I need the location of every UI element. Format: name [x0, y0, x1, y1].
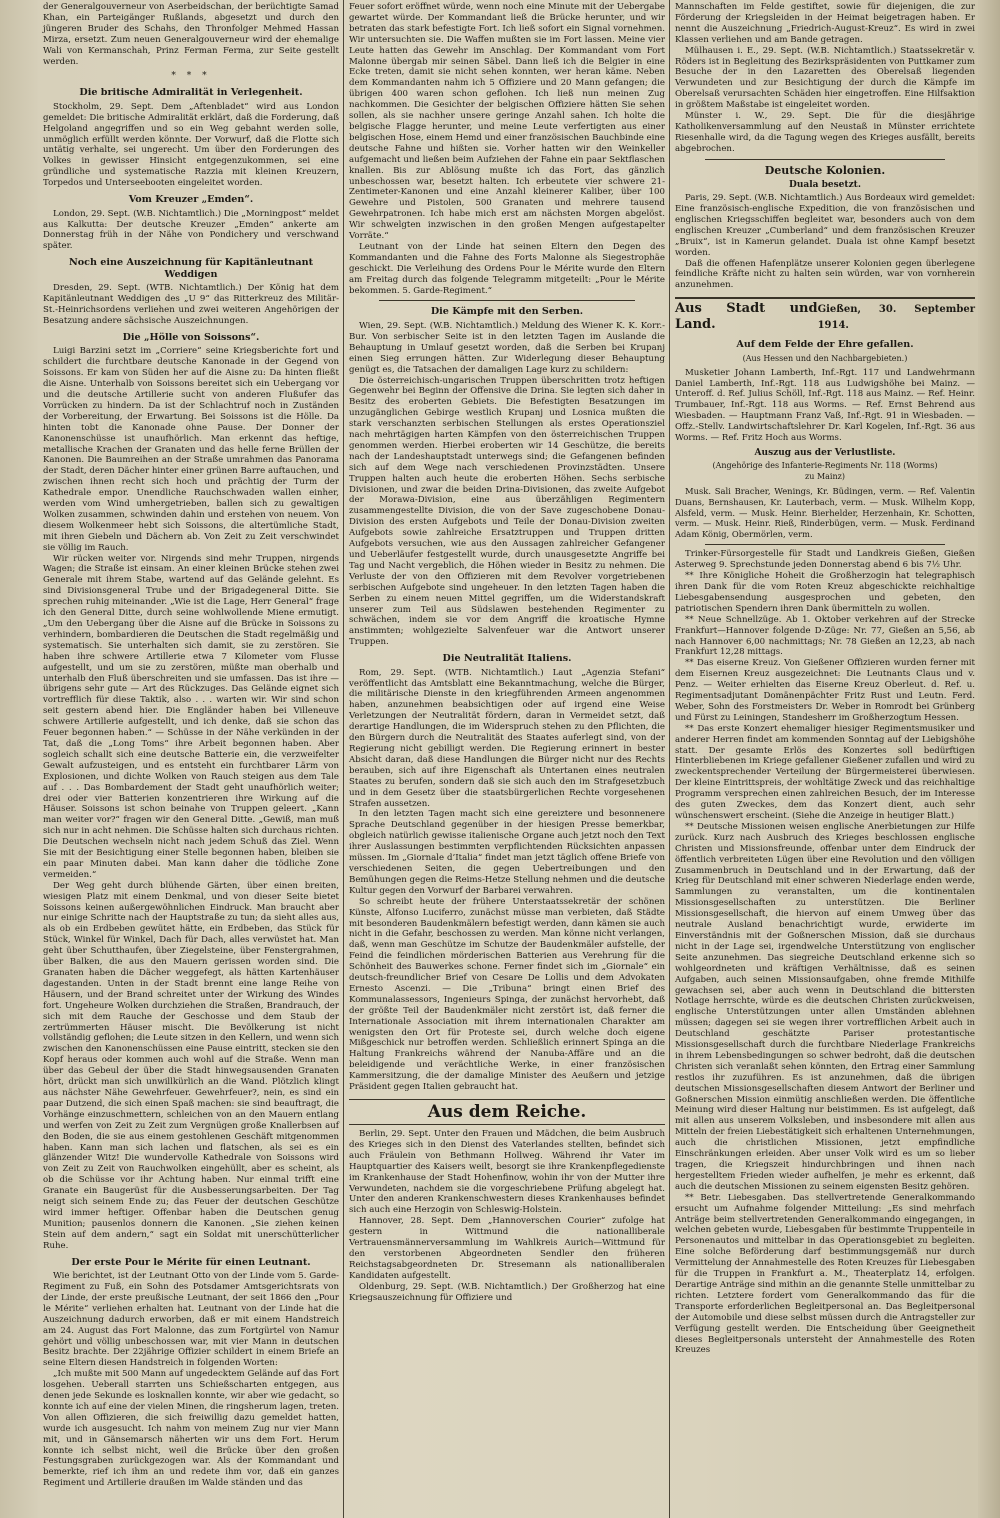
article-text: Wien, 29. Sept. (W.B. Nichtamtlich.) Meldung des Wiener K. K. Korr.-Bur. Von serbischer Seite ist in den letzten Tagen im Auslande die Behauptung in Umlauf gesetzt worden, daß die Serben bei Krupanj einen Sieg errungen hätten. Zur Widerlegung dieser Behauptung genügt es, die Tatsachen der damaligen Lage kurz zu schildern:	[349, 320, 665, 375]
article-text: Rom, 29. Sept. (WTB. Nichtamtlich.) Laut „Agenzia Stefani“ veröffentlicht das Amtsblatt eine Bekanntmachung, welche die Bürger, die militärische Dienste in den kriegführenden Armeen angenommen haben, anzunehmen beabsichtigen oder auf irgend eine Weise Verletzungen der Neutralität fördern, daran in Vermeidet setzt, daß derartige Handlungen, die im Widerspruch stehen zu den Pflichten, die den Bürgern durch die Neutralität des Staates auferlegt sind, von der Regierung nicht gebilligt werden. Die Regierung erinnert in bester Absicht daran, daß diese Handlungen die Bürger nicht nur des Rechts berauben, sich auf ihre Eigenschaft als Untertanen eines neutralen Staates zu berufen, sondern daß sie sich auch den im Strafgesetzbuch und in dem Gesetz über die staatsbürgerlichen Rechte vorgesehenen Strafen aussetzen.	[349, 667, 665, 809]
section-aus-stadt-und-land	[675, 297, 975, 334]
article-text: „Ich mußte mit 500 Mann auf ungedecktem Gelände auf das Fort losgehen. Ueberall starrten uns Schießscharten entgegen, aus denen jede Sekunde es losknallen konnte, wir aber wie gedacht, so konnte ich auf eine der vielen Minen, die ringsherum lagen, treten. Von allen Offizieren, die sich freiwillig dazu gemeldet hatten, wurde ich ausgesucht. Ich nahm von meinem Zug nur vier Mann mit, und in Gänsemarsch näherten wir uns dem Fort. Herum konnte ich selbst nicht, weil die Brücke über den großen Festungsgraben zurückgezogen war. Als der Kommandant und bemerkte, rief ich ihm an und redete ihm vor, daß ein ganzes Regiment und Artillerie draußen im Walde ständen und das	[43, 1369, 339, 1489]
column-3	[672, 0, 978, 1518]
divider	[705, 544, 945, 545]
column-rule-1	[343, 0, 344, 1518]
article-text: Wir rücken weiter vor. Nirgends sind mehr Truppen, nirgends Wagen; die Straße ist einsam. An einer kleinen Brücke stehen zwei Generale mit ihrem Stabe, wartend auf das Gelände gelehnt. Es sind Divisionsgeneral Trube und der Brigadegeneral Ditte. Sie sprechen ruhig miteinander. „Wie ist die Lage, Herr General“ frage ich den General Ditte, durch seine wohlwollende Miene ermutigt. „Um den Uebergang über die Aisne auf die Brücke in Soissons zu verhindern, bombardieren die Deutschen die Stadt regelmäßig und systematisch. Sie unterhalten sich damit, sie zu zerstören. Sie haben ihre schwere Artillerie etwa 7 Kilometer vom Flusse aufgestellt, und um sie zu zerstören, müßte man oberhalb und unterhalb den Fluß überschreiten und sie umfassen. Das ist ihre — übrigens sehr gute — Art des Rückzuges. Das Gelände eignet sich vortrefflich für diese Taktik, also . . . warten wir. Wir sind schon seit gestern abend hier. Die Engländer haben bei Villeneuve schwere Artillerie aufgestellt, und ich denke, daß sie schon das Feuer begonnen haben.“ — Schüsse in der Nähe verkünden in der Tat, daß die „Long Toms“ ihre Arbeit begonnen haben. Aber sogleich schallt sich eine deutsche Batterie ein, die verzweifelter Gewalt aufzusteigen, und es entsteht ein furchtbarer Lärm von Explosionen, und dichte Wolken von Rauch steigen aus dem Tale auf . . . Das Bombardement der Stadt geht unaufhörlich weiter; drei oder vier Batterien konzentrieren ihre Wirkung auf die Häuser. Soissons ist schon beinahe von Truppen geleert. „Kann man weiter vor?“ fragen wir den General Ditte. „Gewiß, man muß sich nur in acht nehmen. Die Schüsse halten sich durchaus richten. Die Deutschen wechseln nicht nach jedem Schuß das Ziel. Wenn Sie mit der Besichtigung einer Stelle begonnen haben, bleiben sie ein paar Minuten dabei. Man kann daher die tödliche Zone vermeiden.“	[43, 553, 339, 880]
article-text: Musketier Johann Lamberth, Inf.-Rgt. 117 und Landwehrmann Daniel Lamberth, Inf.-Rgt. 118 aus Ludwigshöhe bei Mainz. — Unteroff. d. Ref. Julius Schöll, Inf.-Rgt. 118 aus Mainz. — Ref. Heinr. Trumbauer, Inf.-Rgt. 118 aus Worms. — Ref. Ernst Behrend aus Wiesbaden. — Hauptmann Franz Vaß, Inf.-Rgt. 91 in Wiesbaden. — Offz.-Stellv. Landwirtschaftslehrer Dr. Karl Kogelen, Inf.-Rgt. 36 aus Worms. — Ref. Fritz Hoch aus Worms.	[675, 367, 975, 444]
article-text: Stockholm, 29. Sept. Dem „Aftenbladet“ wird aus London gemeldet: Die britische Admiralität erklärt, daß die Forderung, daß Helgoland angegriffen und so ein Weg gebahnt werden solle, unmöglich erfüllt werden könnte. Der Vorwurf, daß die Flotte sich untätig verhalte, sei ungerecht. Um über den Forderungen des Volkes in gewisser Hinsicht entgegenzukommen, sei eine gründliche und systematische Razzia mit kleinen Kreuzern, Torpedos und Unterseebooten eingeleitet worden.	[43, 101, 339, 189]
article-text: ** Deutsche Missionen weisen englische Anerbietungen zur Hilfe zurück. Kurz nach Ausbruch des Krieges beschlossen englische Christen und Missionsfreunde, offenbar unter dem Eindruck der öffentlich verbreiteten Lügen über eine Revolution und den völligen Zusammenbruch in Deutschland und in der Erwartung, daß der Krieg für Deutschland mit einer schweren Niederlage enden werde, Sammlungen zu veranstalten, um die kontinentalen Missionsgesellschaften zu unterstützen. Die Berliner Missionsgesellschaft, die hiervon auf einem Umweg über das neutrale Ausland benachrichtigt wurde, erwiderte im Einverständnis mit der Goßnerschen Mission, daß sie durchaus nicht in der Lage sei, irgendwelche Unterstützung von englischer Seite anzunehmen. Das siegreiche Deutschland erkenne sich so wohlgeordneten und kräftigen Verhältnisse, daß es seinen Aufgaben, auch seinen Missionsaufgaben, ohne fremde Mithilfe gewachsen sei, aber auch wenn in Deutschland die bittersten Notlage herrschte, würde es die deutschen Christen zurückweisen, englische Unterstützungen unter allen Umständen ablehnen müssen; dagegen sei sie wegen ihrer vortrefflichen Arbeit auch in Deutschland geschätzte Pariser protestantische Missionsgesellschaft durch die furchtbare Niederlage Frankreichs in ihrem Lebensbedingungen so schwer bedroht, daß die deutschen Christen sich veranlaßt sehen könnten, den Ertrag einer Sammlung restlos ihr zuzuführen. Es ist anzunehmen, daß die übrigen deutschen Missionsgesellschaften diesem Antwort der Berliner und Goßnerschen Mission einmütig anschließen werden. Die öffentliche Meinung wird dieser Haltung nur beistimmen. Es ist aufgelegt, daß mit allen aus unserem Volksleben, und insbesondere mit allen aus Mitteln der freien Liebestätigkeit sich erhaltenen Unternehmungen, auch die christlichen Missionen, jetzt empfindliche Einschränkungen erleiden. Aber unser Volk wird es um so lieber tragen, die Kriegszeit hindurchbringen und ihnen nach hergestelltem Frieden wieder aufhelfen, je mehr es erkennt, daß auch die deutschen Missionen zu seinem eigensten Besitz gehören.	[675, 821, 975, 1192]
subheadline: (Angehörige des Infanterie-Regiments Nr. 118 (Worms)	[712, 460, 938, 470]
headline-serben: Die Kämpfe mit den Serben.	[430, 306, 584, 318]
headline-pour-le-merite: Der erste Pour le Mérite für einen Leutnant.	[71, 1256, 311, 1268]
article-text: ** Das erste Konzert ehemaliger hiesiger Regimentsmusiker und anderer Herren findet am kommenden Sonntag auf der Liebigshöhe statt. Der gesamte Erlös des Konzertes soll bedürftigen Hinterbliebenen im Kriege gefallener Gießener zufallen und wird zu zweckentsprechender Verteilung der Bürgermeisterei überwiesen. Der kleine Eintrittspreis, der wohltätige Zweck und das reichhaltige Programm versprechen einen zahlreichen Besuch, der im Interesse des guten Zweckes, dem das Konzert dient, auch sehr wünschenswert erscheint. (Siehe die Anzeige in heutiger Blatt.)	[675, 723, 975, 821]
page-left-margin	[0, 0, 38, 1518]
headline-admiralitaet: Die britische Admiralität in Verlegenheit.	[79, 87, 303, 99]
divider	[705, 159, 945, 160]
column-1	[40, 0, 342, 1518]
headline-italien: Die Neutralität Italiens.	[442, 653, 572, 665]
article-text: London, 29. Sept. (W.B. Nichtamtlich.) Die „Morningpost“ meldet aus Kalkutta: Der deutsche Kreuzer „Emden“ ankerte am Donnerstag früh in der Nähe von Pondichery und verschwand später.	[43, 208, 339, 252]
article-text: ** Das eiserne Kreuz. Von Gießener Offizieren wurden ferner mit dem Eisernen Kreuz ausgezeichnet: Die Leutnants Claus und v. Penz. — Weiter erhielten das Eiserne Kreuz Oberleut. d. Ref. u. Regimentsadjutant Domänenpächter Fritz Rust und Leutn. Ferd. Weber, Sohn des Forstmeisters Dr. Weber in Romrodt bei Grünberg und Fürst zu Leiningen, Standesherr im Großherzogtum Hessen.	[675, 658, 975, 723]
page-right-edge	[978, 0, 1000, 1518]
article-text: Mülhausen i. E., 29. Sept. (W.B. Nichtamtlich.) Staatssekretär v. Röders ist in Begleitung des Bezirkspräsidenten von Puttkamer zum Besuche der in den Lazaretten des Oberelsaß liegenden Verwundeten und zur Besichtigung der durch die Kämpfe im Oberelsaß verursachten Schäden hier eingetroffen. Eine Hilfsaktion in größtem Maßstabe ist eingeleitet worden.	[675, 45, 975, 111]
article-text: Trinker-Fürsorgestelle für Stadt und Landkreis Gießen, Gießen Asterweg 9. Sprechstunde jeden Donnerstag abend 6 bis 7½ Uhr.	[675, 549, 975, 571]
article-text: Die österreichisch-ungarischen Truppen überschritten trotz heftigen Gegenwehr bei Beginn der Offensive die Drina. Sie legten sich daher in Besitz des eroberten Gebiets. Die Befestigten Besatzungen im unzugänglichen Gebirge westlich Krupanj und Losnica mußten die stark verschanzten serbischen Stellungen als erstes Operationsziel nach mehrtägigen harten Kämpfen von den österreichischen Truppen genommen werden. Hierbei eroberten wir 14 Geschütze, die bereits nach der Landeshauptstadt unterwegs sind; die Gefangenen befinden sich auf dem Wege nach verschiedenen Provinzstädten. Unsere Truppen halten auch heute die eroberten Höhen. Sechs serbische Divisionen, und zwar die beiden Drina-Divisionen, das zweite Aufgebot der Morawa-Division, eine aus überzähligen Regimentern zusammengestellte Division, die von der Save zugeschobene Donau-Division des ersten Aufgebots und Teile der Donau-Division zweiten Aufgebots sowie zahlreiche Ersatztruppen und Truppen dritten Aufgebots versuchen, wie aus den Aussagen zahlreicher Gefangener und Ueberläufer festgestellt wurde, durch unausgesetzte Angriffe bei Tag und Nacht vergeblich, die Höhen wieder in Besitz zu nehmen. Die Verluste der von den Offizieren mit dem Revolver vorgetriebenen serbischen Aufgebote sind ungeheuer. In den letzten Tagen haben die Serben zu einem neuen Mittel gegriffen, um die Widerstandskraft unserer zum Teil aus Südslawen bestehenden Regimenter zu schwächen, indem sie vor dem Angriff die kroatische Hymne anstimmten; wohlgezielte Salvenfeuer war die Antwort unserer Truppen.	[349, 375, 665, 648]
article-text: Münster i. W., 29. Sept. Die für die diesjährige Katholikenversammlung auf den Neustaß in Münster errichtete Riesenhalle wird, da die Tagung wegen des Krieges ausfällt, bereits abgebrochen.	[675, 111, 975, 154]
article-text: So schreibt heute der frühere Unterstaatssekretär der schönen Künste, Alfonso Luciferro, zunächst müsse man verbieten, daß Städte mit besonderen Baudenkmälern befestigt werden, dann kämen sie auch nicht in die Gefahr, beschossen zu werden. Man könne nicht verlangen, daß, wenn man Geschütze im Schutze der Baudenkmäler aufstelle, der Feind die feindlichen mörderischen Batterien aus Verehrung für die Schönheit des Bauwerkes schone. Ferner findet sich im „Giornale“ ein deutsch-freundlicher Brief von Cesare De Lollis und dem Advokaten Ernesto Ascenzi. — Die „Tribuna“ bringt einen Brief des Kommunalassessors, Ingenieurs Spinga, der zunächst hervorhebt, daß der größte Teil der Baudenkmäler nicht zerstört ist, daß ferner die Internationale Association mit ihrem internationalen Charakter am wenigsten den Ort für Proteste sei, durch welche doch eigene Mißgeschick nur betroffen werden. Schließlich erinnert Spinga an die Haltung Frankreichs während der Nanuba-Affäre und an die beleidigende und verächtliche Werke, in einer französischen Kammersitzung, die der damalige Minister des Aeußern und jetzige Präsident gegen Italien gebraucht hat.	[349, 896, 665, 1093]
headline-duala: Duala besetzt.	[789, 180, 861, 191]
article-text: Paris, 29. Sept. (W.B. Nichtamtlich.) Aus Bordeaux wird gemeldet: Eine französisch-englische Expedition, die von französischen und englischen Kriegsschiffen begleitet war, besonders auch von dem englischen Kreuzer „Cumberland“ und dem französischen Kreuzer „Bruix“, ist in Kamerun gelandet. Duala ist ohne Kampf besetzt worden.	[675, 193, 975, 258]
article-text: Luigi Barzini setzt im „Corriere“ seine Kriegsberichte fort und schildert die furchtbare deutsche Kanonade in der Gegend von Soissons. Er kam von Süden her auf die Aisne zu: Da hinten fließt die Aisne. Unterhalb von Soissons bereitet sich ein Uebergang vor und die deutsche Artillerie sucht von anderen Flußufer das Vorrücken zu hindern. Da ist der Schlachtruf noch in Zuständen der Vorbereitung, der Erwartung. Bei Soissons ist die Hölle. Da hinten tobt die Kanonade ohne Pause. Der Donner der Kanonenschüsse ist unaufhörlich. Man erkennt das heftige, metallische Krachen der Granaten und das helle ferne Brüllen der Kanonen. Die Baumreihen an der Straße umrahmen das Panorama der Stadt, deren Dächer hinter einer grünen Barre auftauchen, und zwischen ihnen recht sich hoch und prächtig der Turm der Kathedrale empor. Unendliche Rauchschwaden wallen einher, werden vom Wind umhergetrieben, ballen sich zu gewaltigen Wolken zusammen, schwinden dahin und erstehen von neuem. Von diesem Wolkenmeer hebt sich Soissons, die altertümliche Stadt, mit ihren Giebeln und Dächern ab. Von Zeit zu Zeit verschwindet sie völlig im Rauch.	[43, 346, 339, 553]
article-text: Berlin, 29. Sept. Unter den Frauen und Mädchen, die beim Ausbruch des Krieges sich in den Dienst des Vaterlandes stellten, befindet sich auch Fräulein von Bethmann Hollweg. Während ihr Vater im Hauptquartier des Kaisers weilt, besorgt sie ihre Krankenpflegedienste im Krankenhause der Stadt Hohenfinow, wohin ihr von der Mutter ihre Verwundeten, nachdem sie die vorgeschriebene Prüfung abgelegt hat. Unter den anderen Krankenschwestern dieses Krankenhauses befindet sich auch eine Herzogin von Schleswig-Holstein.	[349, 1129, 665, 1216]
article-text: ** Betr. Liebesgaben. Das stellvertretende Generalkommando ersucht um Aufnahme folgender Mitteilung: „Es sind mehrfach Anträge beim stellvertretenden Generalkommando eingegangen, in welchen gebeten wurde, Liebesgaben für bestimmte Truppenteile in Personenautos und mittelbar in das Operationsgebiet zu begleiten. Eine solche Beförderung darf bestimmungsgemäß nur durch Vermittelung der Annahmestelle des Roten Kreuzes für Liebesgaben für die Truppen in Frankfurt a. M., Theaterplatz 14, erfolgen. Derartige Anträge sind mithin an die genannte Stelle unmittelbar zu richten. Letztere fordert vom Generalkommando das für die Transporte erforderlichen Begleitpersonal an. Das Begleitpersonal der Automobile und diese selbst müssen durch die Antragsteller zur Verfügung gestellt werden. Die Entscheidung über Geeignetheit dieses Begleitpersonals untersteht der Annahmestelle des Roten Kreuzes	[675, 1192, 975, 1356]
list-item: Musk. Sali Bracher, Wenings, Kr. Büdingen, verm. — Ref. Valentin Duans, Bernshausen, Kr. Lauterbach, verm. — Musk. Wilhelm Kopp, Alsfeld, verm. — Musk. Heinr. Bierhelder, Herzenhain, Kr. Schotten, verm. — Musk. Heinr. Rieß, Rinderbügen, verm. — Musk. Ferdinand Adam König, Obermörlen, verm.	[675, 485, 975, 540]
separator-stars: * * *	[171, 71, 211, 82]
article-text: Der Weg geht durch blühende Gärten, über einen breiten, wiesigen Platz mit einem Denkmal, und von dieser Seite bietet Soissons keinen außergewöhnlichen Eindruck. Man braucht aber nur einige Schritte nach der Hauptstraße zu tun; da sieht alles aus, als ob ein Erdbeben gewütet hätte, ein Erdbeben, das Stück für Stück, Winkel für Winkel, Dach für Dach, alles verwüstet hat. Man geht über Schutthaufen, über Ziegelsteine, über Fenstergrahmen, über Balken, die aus den Mauern gerissen worden sind. Die Granaten haben die Dächer weggefegt, als hätten Kartenhäuser dagestanden. Unten in der Stadt brennt eine lange Reihe von Häusern, und der Brand schreitet unter der Wirkung des Windes fort. Ungeheure Wolken durchziehen die Straßen, Brandrauch, der sich mit dem Rauche der Geschosse und dem Staub der zertrümmerten Häuser mischt. Die Bevölkerung ist nicht vollständig geflohen; die Leute sitzen in den Kellern, und wenn sich zwischen den Kanonenschüssen eine Pause eintritt, stecken sie den Kopf heraus oder kommen auch wohl auf die Straße. Wenn man über das Gebeul der über die Stadt hinwegsausenden Granaten hört, drückt man sich unwillkürlich an die Wand. Plötzlich klingt aus nächster Nähe Gewehrfeuer. Gewehrfeuer?, nein, es sind ein paar Dutzend, die sich einen Spaß machen: sie sind beauftragt, die Vorhänge einzuschmettern, schleichen von an den Mauern entlang und werfen von Zeit zu Zeit zum Vergnügen große Knallerbsen auf den Boden, die sie aus einem gestohlenen Geschäft mitgenommen haben. Kann man sich lachen und flatschen, als sei es ein glänzender Witz! Die wundervolle Kathedrale von Soissons wird von Zeit zu Zeit von Rauchwolken eingehüllt, aber es scheint, als ob die Schüsse vor ihr Achtung haben. Nur einmal trifft eine Granate ein Baugerüst für die Ausbesserungsarbeiten. Der Tag neigt sich seinem Ende zu; das Feuer der deutschen Geschütze wird immer heftiger. Offenbar haben die Deutschen genug Munition; pausenlos donnern die Kanonen. „Sie ziehen keinen Stein auf dem andern,“ sagt ein Soldat mit unerschütterlicher Ruhe.	[43, 880, 339, 1251]
column-2	[346, 0, 668, 1518]
article-text: Hannover, 28. Sept. Dem „Hannoverschen Courier“ zufolge hat gestern in Wittmund die nationalliberale Vertrauensmännerversammlung im Wahlkreis Aurich—Wittmund für den verstorbenen Abgeordneten Sendler den früheren Reichstagsabgeordneten Dr. Stresemann als nationalliberalen Kandidaten aufgestellt.	[349, 1216, 665, 1281]
section-aus-dem-reiche: Aus dem Reiche.	[349, 1099, 665, 1125]
dateline: Gießen, 30. September 1914.	[817, 304, 975, 332]
headline-verlustliste: Auszug aus der Verlustliste.	[754, 448, 896, 458]
section-deutsche-kolonien: Deutsche Kolonien.	[764, 163, 886, 177]
headline-weddigen: Noch eine Auszeichnung für Kapitänleutnant Weddigen	[68, 257, 314, 280]
subheadline: (Aus Hessen und den Nachbargebieten.)	[742, 353, 908, 363]
headline-soissons: Die „Hölle von Soissons“.	[122, 331, 260, 343]
article-text: Dresden, 29. Sept. (WTB. Nichtamtlich.) Der König hat dem Kapitänleutnant Weddigen des „U 9“ das Ritterkreuz des Militär-St.-Heinrichsordens verliehen und zwei weiteren Angehörigen der Besatzung andere sächsische Auszeichnungen.	[43, 283, 339, 326]
article-text: Leutnant von der Linde hat seinen Eltern den Degen des Kommandanten und die Fahne des Forts Malonne als Siegestrophäe geschickt. Die Verleihung des Ordens Pour le Mérite wurde den Eltern am Freitag durch das folgende Telegramm mitgeteilt: „Pour le Mérite bekommen. 5. Garde-Regiment.“	[349, 241, 665, 296]
subheadline: zu Mainz)	[805, 471, 845, 481]
article-text: Feuer sofort eröffnet würde, wenn noch eine Minute mit der Uebergabe gewartet würde. Der Kommandant ließ die Brücke herunter, und wir betraten das stark befestigte Fort. Ich ließ sofort ein Signal vornehmen. Wir untersuchten sie. Die Waffen mußten sie im Fort lassen. Meine vier Leute hatten das Gewehr im Anschlag. Der Kommandant vom Fort Malonne übergab mir seinen Säbel. Dann ließ ich die Belgier in eine Ecke treten, damit sie nicht sehen konnten, wer heran käme. Neben dem Kommandanten nahm ich 5 Offiziere und 20 Mann gefangen; die übrigen 400 waren schon geflohen. Ich ließ nun meinen Zug nachkommen. Die Gesichter der belgischen Offiziere hätten Sie sehen sollen, als sie nachher unsere geringe Anzahl sahen. Ich holte die belgische Flagge herunter, und meine Leute verfertigten aus einer belgischen Hose, einem Hemd und einer französischen Bauchbinde eine deutsche Fahne und hißten sie. Vorher hatten wir den Weinkeller aufgemacht und ließen beim Aufziehen der Fahne ein paar Sektflaschen knallen. Bis zur Ablösung mußte ich das Fort, das gänzlich unbeschossen war, besetzt halten. Ich erbeutete vier schwere 21-Zentimeter-Kanonen und eine Anzahl kleinerer Kaliber, über 100 Gewehre und Pistolen, 500 Granaten und mehrere tausend Gewehrpatronen. Ich habe mich erst am nächsten Morgen abgelöst. Wir schwelgten inzwischen in den großen Mengen aufgestapelter Vorräte.“	[349, 2, 666, 242]
section-title: Aus Stadt und Land.	[675, 301, 818, 333]
article-text: In den letzten Tagen macht sich eine gereiztere und besonnenere Sprache Deutschland gegenüber in der hiesigen Presse bemerkbar, obgleich natürlich gewisse italienische Organe auch jetzt noch den Text ihrer Auslassungen bestimmten verpflichtenden Rücksichten anpassen müssen. Im „Giornale d’Italia“ findet man jetzt täglich offene Briefe von verschiedenen Seiten, die gegen Uebertreibungen und den Bemühungen gegen die Reims-Hetze Stellung nehmen und die deutsche Kultur gegen den Vorwurf der Barbarei verwahren.	[349, 809, 665, 896]
divider	[379, 300, 635, 301]
article-text: ** Neue Schnellzüge. Ab 1. Oktober verkehren auf der Strecke Frankfurt—Hannover folgende D-Züge: Nr. 77, Gießen an 5,56, ab nach Hannover 6,00 nachmittags; Nr. 78 Gießen an 12,23, ab nach Frankfurt 12,28 mittags.	[675, 614, 975, 658]
column-rule-2	[669, 0, 670, 1518]
article-intro: der Generalgouverneur von Aserbeidschan, der berüchtigte Samad Khan, ein Parteigänger Rußlands, abgesetzt und durch den jüngeren Bruder des Schahs, den Thronfolger Mehmed Hassan Mirza, ersetzt. Zum neuen Generalgouverneur wird der ehemalige Wali von Kermanschah, Prinz Ferman Ferma, zur Seite gestellt werden.	[43, 2, 339, 67]
article-text: Oldenburg, 29. Sept. (W.B. Nichtamtlich.) Der Großherzog hat eine Kriegsauszeichnung für Offiziere und	[349, 1281, 665, 1303]
article-text: Daß die offenen Hafenplätze unserer Kolonien gegen überlegene feindliche Kräfte nicht zu halten sein würden, war von vornherein anzunehmen.	[675, 258, 975, 291]
article-text: Wie berichtet, ist der Leutnant Otto von der Linde vom 5. Garde-Regiment zu Fuß, ein Sohn des Potsdamer Amtsgerichtsrats von der Linde, der erste preußische Leutnant, der seit 1866 den „Pour le Mérite“ verliehen erhalten hat. Leutnant von der Linde hat die Auszeichnung dadurch erworben, daß er mit einem Handstreich am 24. August das Fort Malonne, das zum Fortgürtel von Namur gehört und völlig unbeschossen war, mit vier Mann in deutschen Besitz brachte. Der 22jährige Offizier schildert in einem Briefe an seine Eltern diesen Handstreich in folgenden Worten:	[43, 1271, 339, 1369]
article-text: ** Ihre Königliche Hoheit die Großherzogin hat telegraphisch ihren Dank für die vom Roten Kreuz abgeschickte reichhaltige Liebesgabensendung ausgesprochen und gebeten, den patriotischen Spendern ihren Dank übermitteln zu wollen.	[675, 571, 975, 614]
headline-emden: Vom Kreuzer „Emden“.	[128, 194, 254, 206]
headline-gefallen: Auf dem Felde der Ehre gefallen.	[736, 339, 914, 351]
article-text: Mannschaften im Felde gestiftet, sowie für diejenigen, die zur Förderung der Kriegsleiden in der Heimat beigetragen haben. Er nennt die Auszeichnung „Friedrich-August-Kreuz“. Es wird in zwei Klassen verliehen und am Bande getragen.	[675, 2, 975, 45]
